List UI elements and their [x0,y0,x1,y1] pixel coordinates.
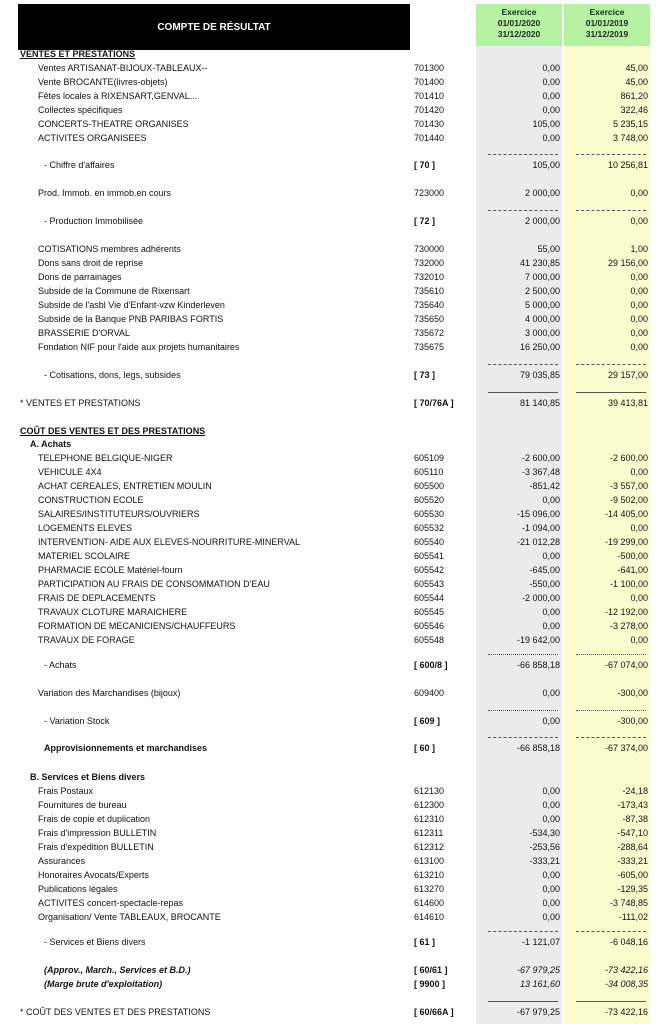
subtotal-row [0,158,664,172]
row-label: Honoraires Avocats/Experts [38,870,149,880]
value-2020: 0,00 [542,105,560,115]
row-label: - Services et Biens divers [44,937,146,947]
row-label: - Cotisations, dons, legs, subsides [44,370,181,380]
value-2020: -67 979,25 [516,965,560,975]
account-code: 735650 [414,314,445,324]
report-title: COMPTE DE RÉSULTAT [18,4,410,50]
value-2020: 0,00 [542,607,560,617]
account-code: 605541 [414,551,445,561]
table-row [0,103,664,117]
row-label: Dons de parrainages [38,272,122,282]
table-row [0,312,664,326]
row-label: (Marge brute d'exploitation) [44,979,163,989]
value-2019: 0,00 [630,300,648,310]
value-2019: 10 256,81 [607,160,648,170]
section-row [0,47,664,61]
value-2020: -66 858,18 [516,660,560,670]
account-code: 605544 [414,593,445,603]
value-2020: 13 161,60 [519,979,560,989]
value-2019: 0,00 [630,272,648,282]
row-label: ACTIVITES concert-spectacle-repas [38,898,184,908]
row-label: TELEPHONE BELGIQUE-NIGER [38,453,173,463]
value-2019: 322,46 [620,105,648,115]
column-separator [576,392,646,393]
row-label: TRAVAUX CLOTURE MARAICHERE [38,607,188,617]
column-separator [488,1001,558,1002]
value-2020: 16 250,00 [519,342,560,352]
account-code: 612130 [414,786,445,796]
table-row [0,451,664,465]
value-2020: 4 000,00 [524,314,560,324]
table-row [0,812,664,826]
value-2020: 55,00 [537,244,560,254]
table-row [0,479,664,493]
account-code: 730000 [414,244,445,254]
account-code: 701400 [414,77,445,87]
value-2020: 81 140,85 [519,398,560,408]
value-2019: -129,35 [617,884,648,894]
value-2020: -534,30 [529,828,560,838]
column-separator [576,710,646,711]
value-2019: 3 748,00 [612,133,648,143]
column-header-2020-line2: 01/01/2020 [497,18,541,28]
value-2019: 29 156,00 [607,258,648,268]
account-code: 613210 [414,870,445,880]
value-2019: 0,00 [630,467,648,477]
account-code: 732010 [414,272,445,282]
account-code: 735610 [414,286,445,296]
value-2019: 0,00 [630,188,648,198]
value-2019: -19 299,00 [604,537,648,547]
value-2019: 1,00 [630,244,648,254]
value-2019: -24,18 [622,786,648,796]
account-code: [ 600/8 ] [414,660,448,670]
column-header-2020-line3: 31/12/2020 [497,29,541,39]
table-row [0,75,664,89]
row-label: ACHAT CEREALES, ENTRETIEN MOULIN [38,481,212,491]
value-2020: 0,00 [542,495,560,505]
row-label: INTERVENTION- AIDE AUX ELEVES-NOURRITURE-MINERVAL [38,537,301,547]
column-separator [576,364,646,365]
account-code: [ 61 ] [414,937,436,947]
value-2019: -67 074,00 [604,660,648,670]
value-2020: 0,00 [542,63,560,73]
table-row [0,868,664,882]
table-row [0,284,664,298]
row-label: Frais d'impression BULLETIN [38,828,157,838]
account-code: 605545 [414,607,445,617]
row-label: PHARMACIE ECOLE Matériel-fourn [38,565,183,575]
value-2020: 105,00 [532,160,560,170]
value-2020: 0,00 [542,621,560,631]
table-row [0,256,664,270]
column-separator [488,154,558,155]
account-code: [ 70 ] [414,160,436,170]
value-2019: -12 192,00 [604,607,648,617]
column-separator [576,210,646,211]
value-2020: -1 121,07 [521,937,560,947]
value-2019: 45,00 [625,77,648,87]
row-label: ACTIVITES ORGANISEES [38,133,147,143]
value-2020: -66 858,18 [516,743,560,753]
row-label: BRASSERIE D'ORVAL [38,328,130,338]
row-label: Frais de copie et duplication [38,814,151,824]
subtotal-row [0,714,664,728]
value-2019: 0,00 [630,314,648,324]
account-code: [ 60 ] [414,743,436,753]
subtotal-row [0,658,664,672]
row-label: CONSTRUCTION ECOLE [38,495,144,505]
column-separator [488,392,558,393]
value-2020: 3 000,00 [524,328,560,338]
row-label: CONCERTS-THEATRE ORGANISES [38,119,189,129]
row-label: * VENTES ET PRESTATIONS [20,398,141,408]
value-2020: 79 035,85 [519,370,560,380]
table-row [0,89,664,103]
account-code: 701300 [414,63,445,73]
value-2020: -1 094,00 [521,523,560,533]
subsec-row [0,770,664,784]
row-label: (Approv., March., Services et B.D.) [44,965,191,975]
account-code: 605546 [414,621,445,631]
table-row [0,591,664,605]
value-2020: 2 000,00 [524,216,560,226]
value-2019: -173,43 [617,800,648,810]
subsec-row [0,437,664,451]
row-label: FORMATION DE MECANICIENS/CHAUFFEURS [38,621,236,631]
value-2020: -2 600,00 [521,453,560,463]
value-2019: -87,38 [622,814,648,824]
row-label: Publications légales [38,884,118,894]
row-label: A. Achats [30,439,72,449]
value-2019: -73 422,16 [604,965,648,975]
account-code: 614600 [414,898,445,908]
column-separator [488,710,558,711]
row-label: - Achats [44,660,77,670]
column-separator [488,931,558,932]
row-label: Subside de l'asbl Vie d'Enfant-vzw Kinderleven [38,300,225,310]
value-2020: 0,00 [542,884,560,894]
value-2020: -253,56 [529,842,560,852]
value-2019: -300,00 [617,716,648,726]
row-label: Variation des Marchandises (bijoux) [38,688,181,698]
table-row [0,896,664,910]
table-row [0,633,664,647]
value-2019: -111,02 [618,912,648,922]
row-label: MATERIEL SCOLAIRE [38,551,131,561]
column-separator [576,737,646,738]
value-2019: 0,00 [630,216,648,226]
value-2019: -3 557,00 [609,481,648,491]
table-row [0,61,664,75]
value-2020: -333,21 [529,856,560,866]
value-2019: 29 157,00 [607,370,648,380]
value-2019: 5 235,15 [612,119,648,129]
account-code: 612300 [414,800,445,810]
value-2020: 0,00 [542,716,560,726]
row-label: - Production Immobilisée [44,216,144,226]
account-code: 614610 [414,912,445,922]
row-label: Frais d'expédition BULLETIN [38,842,154,852]
value-2020: 0,00 [542,870,560,880]
account-code: 605530 [414,509,445,519]
row-label: Organisation/ Vente TABLEAUX, BROCANTE [38,912,221,922]
column-header-2019-line3: 31/12/2019 [585,29,629,39]
account-code: 613270 [414,884,445,894]
value-2019: -3 278,00 [609,621,648,631]
value-2020: 0,00 [542,814,560,824]
row-label: COÛT DES VENTES ET DES PRESTATIONS [20,426,206,436]
value-2019: -547,10 [617,828,648,838]
value-2020: 0,00 [542,77,560,87]
value-2020: 0,00 [542,786,560,796]
row-label: VENTES ET PRESTATIONS [20,49,136,59]
value-2020: 0,00 [542,912,560,922]
account-code: [ 60/61 ] [414,965,448,975]
value-2020: 41 230,85 [519,258,560,268]
account-code: 723000 [414,188,445,198]
account-code: [ 9900 ] [414,979,446,989]
table-row [0,340,664,354]
row-label: Collectes spécifiques [38,105,123,115]
value-2020: 0,00 [542,898,560,908]
row-label: Frais Postaux [38,786,94,796]
value-2019: -9 502,00 [609,495,648,505]
value-2019: -14 405,00 [604,509,648,519]
account-code: [ 609 ] [414,716,441,726]
row-label: LOGEMENTS ELEVES [38,523,133,533]
row-label: VEHICULE 4X4 [38,467,102,477]
value-2019: -605,00 [617,870,648,880]
table-row [0,493,664,507]
value-2020: 0,00 [542,91,560,101]
account-code: 605543 [414,579,445,589]
total-row [0,1005,664,1019]
row-label: B. Services et Biens divers [30,772,146,782]
value-2019: -6 048,16 [609,937,648,947]
account-code: 701440 [414,133,445,143]
column-header-2020-line1: Exercice [501,7,537,17]
row-label: Assurances [38,856,86,866]
table-row [0,563,664,577]
account-code: 612311 [414,828,444,838]
value-2019: 861,20 [620,91,648,101]
value-2019: -288,64 [617,842,648,852]
section-row [0,424,664,438]
column-separator [576,931,646,932]
value-2020: -19 642,00 [516,635,560,645]
column-header-2019-line1: Exercice [589,7,625,17]
value-2019: 0,00 [630,593,648,603]
row-label: - Variation Stock [44,716,110,726]
value-2020: 0,00 [542,551,560,561]
subtotal-row [0,214,664,228]
column-separator [576,154,646,155]
account-code: 732000 [414,258,445,268]
total-row [0,396,664,410]
account-code: 609400 [414,688,445,698]
value-2020: 5 000,00 [524,300,560,310]
account-code: 605110 [414,467,444,477]
account-code: 605500 [414,481,445,491]
account-code: [ 60/66A ] [414,1007,454,1017]
italic-row [0,977,664,991]
value-2019: 45,00 [625,63,648,73]
plain-row [0,186,664,200]
column-separator [576,654,646,655]
account-code: 612312 [414,842,445,852]
row-label: Prod. Immob. en immob.en cours [38,188,172,198]
subtotal-row [0,935,664,949]
account-code: [ 73 ] [414,370,436,380]
value-2019: -641,00 [617,565,648,575]
table-row [0,131,664,145]
table-row [0,117,664,131]
account-code: 612310 [414,814,445,824]
row-label: FRAIS DE DEPLACEMENTS [38,593,156,603]
row-label: Dons sans droit de reprise [38,258,144,268]
row-label: Subside de la Commune de Rixensart [38,286,190,296]
row-label: SALAIRES/INSTITUTEURS/OUVRIERS [38,509,200,519]
column-separator [488,210,558,211]
account-code: 605109 [414,453,445,463]
value-2020: -2 000,00 [521,593,560,603]
table-row [0,521,664,535]
value-2019: -300,00 [617,688,648,698]
row-label: Vente BROCANTE(livres-objets) [38,77,168,87]
value-2020: -3 367,48 [521,467,560,477]
value-2019: -73 422,16 [604,1007,648,1017]
account-code: 605532 [414,523,445,533]
value-2019: -34 008,35 [604,979,648,989]
value-2020: 7 000,00 [524,272,560,282]
plain-row [0,686,664,700]
account-code: 701420 [414,105,445,115]
column-separator [488,364,558,365]
value-2019: 0,00 [630,328,648,338]
column-separator [488,737,558,738]
bold-row [0,741,664,755]
value-2020: -550,00 [529,579,560,589]
row-label: COTISATIONS membres adhérents [38,244,181,254]
value-2019: 39 413,81 [607,398,648,408]
italic-row [0,963,664,977]
account-code: 701410 [414,91,445,101]
table-row [0,854,664,868]
table-row [0,465,664,479]
value-2019: -500,00 [617,551,648,561]
table-row [0,619,664,633]
column-separator [576,1001,646,1002]
row-label: Ventes ARTISANAT-BIJOUX-TABLEAUX-- [38,63,208,73]
account-code: 701430 [414,119,445,129]
row-label: * COÛT DES VENTES ET DES PRESTATIONS [20,1007,211,1017]
table-row [0,605,664,619]
table-row [0,882,664,896]
account-code: 735675 [414,342,445,352]
account-code: 735640 [414,300,445,310]
value-2020: 2 500,00 [524,286,560,296]
subtotal-row [0,368,664,382]
table-row [0,298,664,312]
value-2020: -15 096,00 [516,509,560,519]
table-row [0,326,664,340]
table-row [0,549,664,563]
value-2020: 105,00 [532,119,560,129]
account-code: [ 70/76A ] [414,398,454,408]
table-row [0,507,664,521]
account-code: 735672 [414,328,445,338]
value-2020: -851,42 [529,481,560,491]
table-row [0,910,664,924]
value-2019: 0,00 [630,523,648,533]
account-code: [ 72 ] [414,216,436,226]
row-label: Subside de la Banque PNB PARIBAS FORTIS [38,314,224,324]
value-2019: 0,00 [630,342,648,352]
account-code: 613100 [414,856,445,866]
account-code: 605540 [414,537,445,547]
value-2020: 2 000,00 [524,188,560,198]
table-row [0,242,664,256]
value-2019: -67 374,00 [604,743,648,753]
table-row [0,270,664,284]
value-2019: -2 600,00 [609,453,648,463]
value-2020: -67 979,25 [516,1007,560,1017]
account-code: 605520 [414,495,445,505]
value-2020: 0,00 [542,800,560,810]
value-2020: 0,00 [542,133,560,143]
table-row [0,798,664,812]
table-row [0,577,664,591]
value-2020: -21 012,28 [516,537,560,547]
table-row [0,826,664,840]
row-label: Fêtes locales à RIXENSART,GENVAL... [38,91,198,101]
row-label: Fondation NIF pour l'aide aux projets humanitaires [38,342,240,352]
account-code: 605542 [414,565,445,575]
column-separator [488,654,558,655]
row-label: - Chiffre d'affaires [44,160,115,170]
table-row [0,535,664,549]
value-2019: -3 748,85 [609,898,648,908]
row-label: TRAVAUX DE FORAGE [38,635,135,645]
value-2020: -645,00 [529,565,560,575]
row-label: Approvisionnements et marchandises [44,743,208,753]
value-2019: 0,00 [630,286,648,296]
value-2019: -333,21 [617,856,648,866]
row-label: PARTICIPATION AU FRAIS DE CONSOMMATION D'EAU [38,579,270,589]
column-header-2019-line2: 01/01/2019 [585,18,629,28]
row-label: Fournitures de bureau [38,800,127,810]
table-row [0,840,664,854]
value-2019: -1 100,00 [609,579,648,589]
value-2020: 0,00 [542,688,560,698]
account-code: 605548 [414,635,445,645]
value-2019: 0,00 [630,635,648,645]
table-row [0,784,664,798]
